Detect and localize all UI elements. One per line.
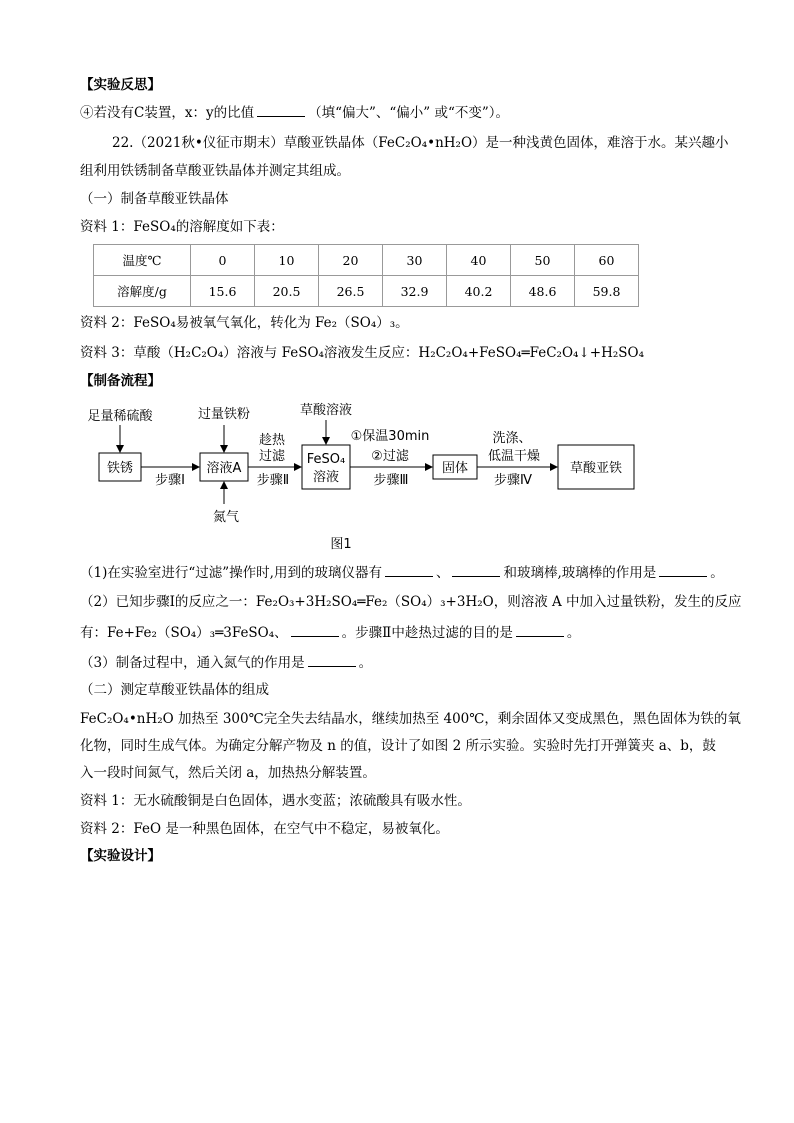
ref1-line: 资料 1：FeSO₄的溶解度如下表： [80, 219, 284, 235]
q3-text-a: （3）制备过程中，通入氮气的作用是 [80, 655, 305, 671]
table-cell: 20 [319, 245, 383, 276]
part2-ref2: 资料 2：FeO 是一种黑色固体，在空气中不稳定，易被氧化。 [80, 821, 449, 837]
q3-text-b: 。 [358, 655, 373, 671]
q1-line [80, 563, 724, 582]
design-heading: 【实验设计】 [80, 848, 161, 864]
label-dry: 低温干燥 [487, 449, 541, 464]
table-cell: 48.6 [511, 276, 575, 307]
label-step2: 步骤Ⅱ [256, 473, 290, 488]
reflection-item-4-text: ④若没有C装置，x：y的比值 [80, 105, 255, 121]
q1-text-b: 、 [435, 565, 450, 581]
answer-blank[interactable] [516, 623, 564, 637]
q1-text-d: 。 [710, 565, 724, 581]
table-cell: 59.8 [575, 276, 639, 307]
label-solid: 固体 [441, 461, 469, 476]
table-cell: 60 [575, 245, 639, 276]
label-product: 草酸亚铁 [569, 461, 623, 476]
label-rust: 铁锈 [106, 461, 134, 476]
ref2-line: 资料 2：FeSO₄易被氧气氧化，转化为 Fe₂（SO₄）₃。 [80, 315, 409, 331]
label-step3: 步骤Ⅲ [373, 473, 409, 488]
table-cell: 50 [511, 245, 575, 276]
q2-line-2 [80, 623, 580, 642]
table-row-header: 溶解度/g [94, 276, 191, 307]
label-iron-powder: 过量铁粉 [197, 407, 251, 422]
q2-line-1: （2）已知步骤Ⅰ的反应之一：Fe₂O₃+3H₂SO₄═Fe₂（SO₄）₃+3H₂O，则溶液 A 中加入过量铁粉，发生的反应 [80, 594, 742, 610]
q22-line-1: 22.（2021秋•仪征市期末）草酸亚铁晶体（FeC₂O₄•nH₂O）是一种浅黄色固体，难溶于水。某兴趣小 [112, 135, 729, 151]
label-step1: 步骤Ⅰ [155, 473, 185, 488]
label-hot-1: 趁热 [258, 433, 286, 448]
table-cell: 32.9 [383, 276, 447, 307]
label-feso4-solution: 溶液 [312, 470, 340, 485]
answer-blank[interactable] [291, 623, 339, 637]
table-row-header: 温度℃ [94, 245, 191, 276]
table-cell: 26.5 [319, 276, 383, 307]
ref3-line: 资料 3：草酸（H₂C₂O₄）溶液与 FeSO₄溶液发生反应：H₂C₂O₄+FeSO₄═FeC₂O₄↓+H₂SO₄ [80, 345, 644, 361]
answer-blank[interactable] [452, 563, 500, 577]
table-cell: 0 [191, 245, 255, 276]
part2-ref1: 资料 1：无水硫酸铜是白色固体，遇水变蓝；浓硫酸具有吸水性。 [80, 793, 471, 809]
part2-line-1: FeC₂O₄•nH₂O 加热至 300℃完全失去结晶水，继续加热至 400℃，剩余固体又变成黑色，黑色固体为铁的氧 [80, 711, 741, 727]
q22-line-2: 组利用铁锈制备草酸亚铁晶体并测定其组成。 [80, 163, 350, 179]
q2-text-b: 有：Fe+Fe₂（SO₄）₃═3FeSO₄、 [80, 625, 288, 641]
label-acid: 足量稀硫酸 [87, 409, 153, 424]
flow-heading: 【制备流程】 [80, 373, 161, 389]
q3-line [80, 653, 372, 672]
figure-caption: 图1 [330, 537, 352, 552]
part2-heading: （二）测定草酸亚铁晶体的组成 [80, 682, 269, 698]
label-step4: 步骤Ⅳ [494, 473, 532, 488]
answer-blank[interactable] [308, 653, 356, 667]
reflection-item-4-tail: （填“偏大”、“偏小” 或“不变”）。 [308, 105, 510, 121]
part1-heading: （一）制备草酸亚铁晶体 [80, 191, 229, 207]
reflection-heading: 【实验反思】 [80, 77, 161, 93]
q1-text-c: 和玻璃棒,玻璃棒的作用是 [503, 565, 657, 581]
label-solution-a: 溶液A [206, 461, 242, 476]
part2-line-2: 化物，同时生成气体。为确定分解产物及 n 的值，设计了如图 2 所示实验。实验时先打开弹簧夹 a、b，鼓 [80, 738, 716, 754]
q2-text-d: 。 [566, 625, 581, 641]
q2-text-c: 。步骤Ⅱ中趁热过滤的目的是 [341, 625, 513, 641]
answer-blank[interactable] [385, 563, 433, 577]
table-cell: 40 [447, 245, 511, 276]
label-hot-2: 过滤 [258, 449, 286, 464]
answer-blank[interactable] [659, 563, 707, 577]
table-cell: 15.6 [191, 276, 255, 307]
label-keep-warm: ①保温30min [350, 429, 430, 444]
label-feso4: FeSO₄ [306, 452, 346, 467]
q1-text-a: （1)在实验室进行“过滤”操作时,用到的玻璃仪器有 [80, 565, 382, 581]
label-wash: 洗涤、 [492, 431, 532, 446]
part2-line-3: 入一段时间氮气，然后关闭 a，加热热分解装置。 [80, 765, 376, 781]
table-cell: 40.2 [447, 276, 511, 307]
label-nitrogen: 氮气 [212, 510, 240, 525]
table-cell: 10 [255, 245, 319, 276]
table-cell: 20.5 [255, 276, 319, 307]
label-filter: ②过滤 [371, 449, 409, 464]
label-oxalic: 草酸溶液 [299, 403, 353, 418]
table-cell: 30 [383, 245, 447, 276]
